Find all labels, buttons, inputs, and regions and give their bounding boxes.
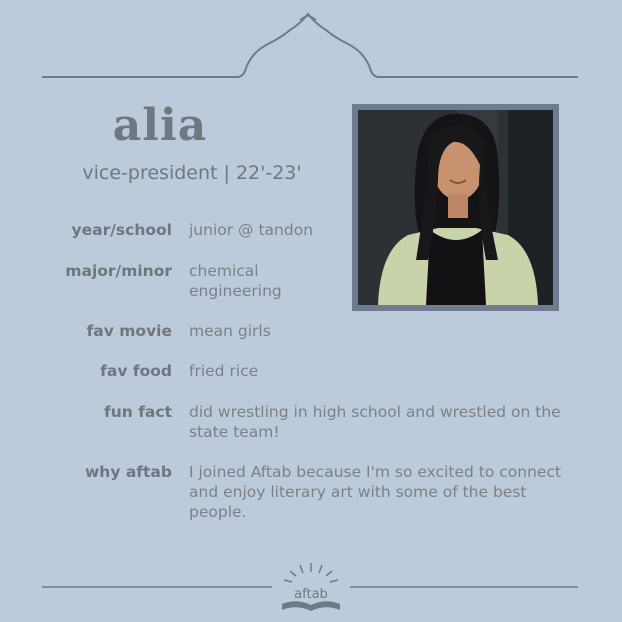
member-role: vice-president | 22'-23'	[82, 162, 302, 184]
detail-value: I joined Aftab because I'm so excited to connect and enjoy literary art with some of the best people.	[189, 463, 562, 521]
sunburst-icon	[284, 563, 338, 582]
detail-label: fav movie	[86, 322, 172, 340]
detail-value: fried rice	[189, 362, 259, 380]
detail-value: chemical engineering	[189, 262, 282, 300]
detail-label: major/minor	[65, 262, 172, 280]
logo-text: aftab	[294, 587, 328, 602]
detail-value: mean girls	[189, 322, 271, 340]
detail-label: fav food	[100, 362, 172, 380]
aftab-logo-footer	[0, 560, 622, 622]
open-book-icon	[282, 601, 340, 611]
detail-label: year/school	[71, 221, 172, 239]
member-name: alia	[112, 100, 208, 151]
detail-label: why aftab	[84, 463, 172, 481]
detail-label: fun fact	[103, 403, 172, 421]
detail-value: did wrestling in high school and wrestled on the state team!	[189, 403, 561, 441]
detail-value: junior @ tandon	[189, 221, 314, 239]
